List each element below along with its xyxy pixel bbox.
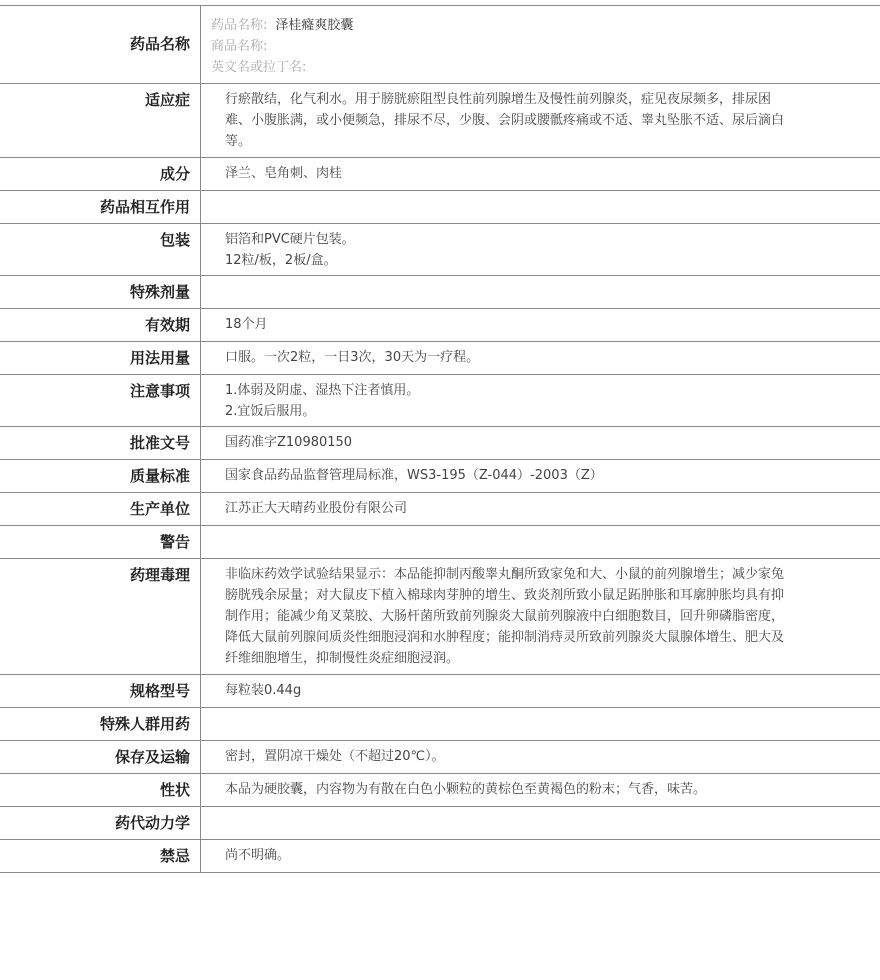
value-packaging	[201, 224, 880, 275]
row-pharmacokinetics	[0, 807, 880, 840]
row-contraindications	[0, 840, 880, 873]
value-quality-standard: 国家食品药品监督管理局标准，WS3-195（Z-044）-2003（Z）	[225, 468, 603, 483]
precaution-line: 1.体弱及阴虚、湿热下注者慎用。	[225, 383, 420, 398]
trade-name-label: 商品名称:	[211, 39, 268, 54]
label-contraindications: 禁忌	[0, 840, 201, 872]
value-appearance: 本品为硬胶囊，内容物为有散在白色小颗粒的黄棕色至黄褐色的粉末；气香，味苦。	[225, 782, 707, 797]
row-appearance	[0, 774, 880, 807]
value-manufacturer: 江苏正大天晴药业股份有限公司	[225, 501, 408, 516]
label-quality-standard: 质量标准	[0, 460, 201, 492]
row-precautions	[0, 375, 880, 427]
row-special-population	[0, 708, 880, 741]
label-warning: 警告	[0, 526, 201, 558]
value-contraindications: 尚不明确。	[225, 848, 291, 863]
label-storage: 保存及运输	[0, 741, 201, 773]
row-storage	[0, 741, 880, 774]
row-approval-number	[0, 427, 880, 460]
label-precautions: 注意事项	[0, 375, 201, 426]
label-approval-number: 批准文号	[0, 427, 201, 459]
row-packaging	[0, 224, 880, 276]
value-pharmacokinetics	[201, 807, 880, 839]
value-special-population	[201, 708, 880, 740]
value-approval-number: 国药准字Z10980150	[225, 435, 353, 450]
row-special-dosage	[0, 276, 880, 309]
row-drug-name	[0, 6, 880, 84]
row-pharmacology	[0, 559, 880, 675]
row-quality-standard	[0, 460, 880, 493]
value-shelf-life: 18个月	[225, 317, 268, 332]
english-name-label: 英文名或拉丁名:	[211, 60, 307, 75]
label-special-dosage: 特殊剂量	[0, 276, 201, 308]
drug-name-line	[211, 15, 786, 36]
value-indications: 行瘀散结，化气利水。用于膀胱瘀阻型良性前列腺增生及慢性前列腺炎，症见夜尿频多，排尿困难、小腹胀满，或小便频急，排尿不尽，少腹、会阴或腰骶疼痛或不适、睾丸坠胀不适、尿后滴白等。	[225, 92, 785, 149]
label-indications: 适应症	[0, 84, 201, 157]
label-shelf-life: 有效期	[0, 309, 201, 341]
packaging-line: 铝箔和PVC硬片包装。	[225, 232, 355, 247]
label-interactions: 药品相互作用	[0, 191, 201, 223]
value-drug-name	[201, 6, 880, 83]
label-ingredients: 成分	[0, 158, 201, 190]
row-specification	[0, 675, 880, 708]
row-interactions	[0, 191, 880, 224]
english-name-line	[211, 57, 786, 78]
label-specification: 规格型号	[0, 675, 201, 707]
label-drug-name: 药品名称	[0, 6, 201, 83]
value-pharmacology: 非临床药效学试验结果显示：本品能抑制丙酸睾丸酮所致家兔和大、小鼠的前列腺增生；减少家兔膀胱残余尿量；对大鼠皮下植入棉球肉芽肿的增生、致炎剂所致小鼠足跖肿胀和耳廓肿胀均具有抑制作用；能减少角叉菜胶、大肠杆菌所致前列腺炎大鼠前列腺液中白细胞数目，回升卵磷脂密度，降低大鼠前列腺间质炎性细胞浸润和水肿程度；能抑制消痔灵所致前列腺炎大鼠腺体增生、肥大及纤维细胞增生，抑制慢性炎症细胞浸润。	[225, 567, 785, 666]
precaution-line: 2.宜饭后服用。	[225, 404, 316, 419]
value-special-dosage	[201, 276, 880, 308]
trade-name-line	[211, 36, 786, 57]
drug-name-value: 泽桂癃爽胶囊	[275, 18, 354, 33]
row-shelf-life	[0, 309, 880, 342]
label-appearance: 性状	[0, 774, 201, 806]
value-warning	[201, 526, 880, 558]
label-pharmacology: 药理毒理	[0, 559, 201, 674]
value-precautions	[201, 375, 880, 426]
value-specification: 每粒装0.44g	[225, 683, 302, 698]
row-ingredients	[0, 158, 880, 191]
drug-info-table	[0, 5, 880, 873]
label-packaging: 包装	[0, 224, 201, 275]
row-manufacturer	[0, 493, 880, 526]
row-usage	[0, 342, 880, 375]
label-special-population: 特殊人群用药	[0, 708, 201, 740]
label-manufacturer: 生产单位	[0, 493, 201, 525]
value-interactions	[201, 191, 880, 223]
label-usage: 用法用量	[0, 342, 201, 374]
value-ingredients: 泽兰、皂角刺、肉桂	[225, 166, 343, 181]
label-pharmacokinetics: 药代动力学	[0, 807, 201, 839]
row-indications	[0, 84, 880, 158]
packaging-line: 12粒/板，2板/盒。	[225, 253, 337, 268]
drug-name-label: 药品名称:	[211, 18, 268, 33]
row-warning	[0, 526, 880, 559]
value-storage: 密封，置阴凉干燥处（不超过20℃）。	[225, 749, 445, 764]
value-usage: 口服。一次2粒，一日3次，30天为一疗程。	[225, 350, 480, 365]
